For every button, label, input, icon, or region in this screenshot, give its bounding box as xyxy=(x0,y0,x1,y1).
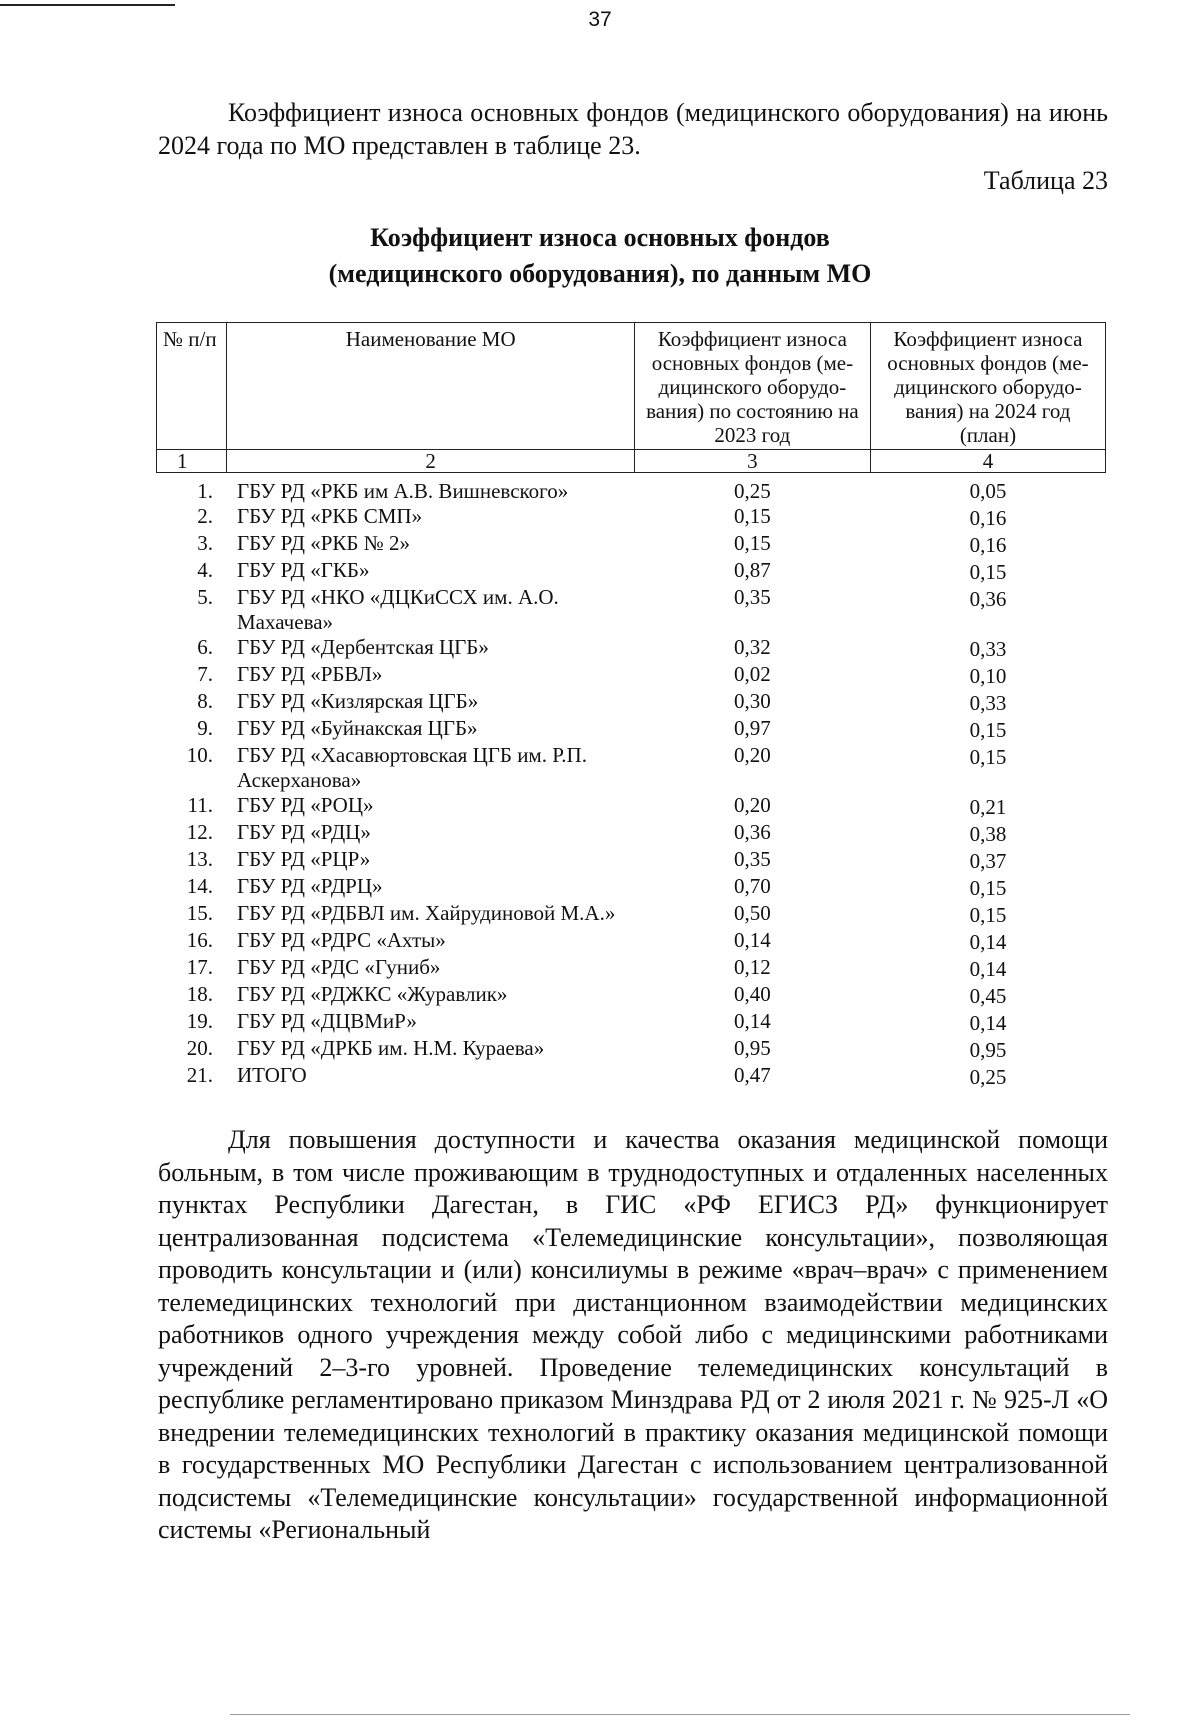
row-coef-2024: 0,25 xyxy=(969,1065,1007,1089)
table-row xyxy=(157,504,1106,531)
row-coef-2024: 0,36 xyxy=(969,587,1007,611)
table-row xyxy=(157,716,1106,743)
row-number: 15. xyxy=(186,901,213,925)
header-coef-2023: Коэффициент износа основных фондов (ме-дицинского оборудо-вания) по состоянию на 2023 год xyxy=(634,323,870,450)
column-number: 1 xyxy=(157,450,227,473)
row-name: ГБУ РД «РДС «Гуниб» xyxy=(236,955,441,979)
table-row xyxy=(157,1036,1106,1063)
row-number: 5. xyxy=(197,585,213,609)
row-coef-2023: 0,25 xyxy=(734,479,771,503)
row-coef-2023: 0,35 xyxy=(734,847,771,871)
row-coef-2024: 0,15 xyxy=(969,718,1007,742)
row-number: 8. xyxy=(197,689,213,713)
scan-edge-line xyxy=(0,4,175,6)
row-coef-2023: 0,32 xyxy=(734,635,771,659)
row-name: ИТОГО xyxy=(236,1063,307,1087)
table-row xyxy=(157,1009,1106,1036)
row-coef-2024: 0,16 xyxy=(969,533,1007,557)
column-number-row xyxy=(157,450,1106,473)
table-row xyxy=(157,558,1106,585)
row-coef-2023: 0,40 xyxy=(734,982,771,1006)
row-name: ГБУ РД «Буйнакская ЦГБ» xyxy=(236,716,478,740)
row-coef-2024: 0,16 xyxy=(969,506,1007,530)
row-coef-2024: 0,95 xyxy=(969,1038,1007,1062)
row-coef-2023: 0,36 xyxy=(734,820,771,844)
table-row xyxy=(157,1063,1106,1090)
row-coef-2024: 0,33 xyxy=(969,691,1007,715)
row-name: ГБУ РД «РБВЛ» xyxy=(236,662,383,686)
row-number: 7. xyxy=(197,662,213,686)
column-number: 3 xyxy=(634,450,870,473)
scan-bottom-line xyxy=(230,1714,1130,1715)
table-row xyxy=(157,874,1106,901)
row-name: ГБУ РД «РДБВЛ им. Хайрудиновой М.А.» xyxy=(236,901,616,925)
row-coef-2023: 0,95 xyxy=(734,1036,771,1060)
row-coef-2024: 0,10 xyxy=(969,664,1007,688)
row-name: ГБУ РД «Дербентская ЦГБ» xyxy=(236,635,489,659)
row-number: 3. xyxy=(197,531,213,555)
table-row xyxy=(157,820,1106,847)
table-title-line-2: (медицинского оборудования), по данным МО xyxy=(328,259,872,288)
header-coef-2024: Коэффициент износа основных фондов (ме-дицинского оборудо-вания) на 2024 год (план) xyxy=(870,323,1105,450)
row-number: 14. xyxy=(186,874,213,898)
row-coef-2023: 0,97 xyxy=(734,716,771,740)
row-coef-2024: 0,14 xyxy=(969,1011,1007,1035)
row-coef-2024: 0,45 xyxy=(969,984,1007,1008)
row-coef-2023: 0,20 xyxy=(734,793,771,817)
row-number: 17. xyxy=(186,955,213,979)
page-number: 37 xyxy=(588,8,612,31)
row-name: ГБУ РД «РДРС «Ахты» xyxy=(236,928,446,952)
row-number: 9. xyxy=(197,716,213,740)
row-name: ГБУ РД «РКБ № 2» xyxy=(236,531,411,555)
row-number: 16. xyxy=(186,928,213,952)
row-number: 13. xyxy=(186,847,213,871)
row-number: 2. xyxy=(197,504,213,528)
column-number: 4 xyxy=(870,450,1105,473)
row-name: ГБУ РД «ДЦВМиР» xyxy=(236,1009,417,1033)
row-name: ГБУ РД «Хасавюртовская ЦГБ им. Р.П. Аскерханова» xyxy=(236,743,587,792)
row-coef-2024: 0,05 xyxy=(969,479,1007,503)
row-coef-2023: 0,02 xyxy=(734,662,771,686)
row-coef-2023: 0,12 xyxy=(734,955,771,979)
row-name: ГБУ РД «ГКБ» xyxy=(236,558,370,582)
row-coef-2024: 0,15 xyxy=(969,560,1007,584)
header-name: Наименование МО xyxy=(227,323,634,450)
row-coef-2023: 0,50 xyxy=(734,901,771,925)
row-number: 19. xyxy=(186,1009,213,1033)
table-row xyxy=(157,793,1106,820)
table-row xyxy=(157,689,1106,716)
header-number: № п/п xyxy=(157,323,227,450)
row-coef-2024: 0,33 xyxy=(969,637,1007,661)
row-coef-2023: 0,87 xyxy=(734,558,771,582)
table-title-line-1: Коэффициент износа основных фондов xyxy=(370,223,830,252)
row-coef-2023: 0,47 xyxy=(734,1063,771,1087)
table-header-row xyxy=(157,323,1106,450)
row-name: ГБУ РД «РЦР» xyxy=(236,847,371,871)
wear-coefficient-table xyxy=(156,322,1106,1090)
row-coef-2023: 0,15 xyxy=(734,504,771,528)
row-number: 11. xyxy=(187,793,213,817)
row-coef-2023: 0,35 xyxy=(734,585,771,609)
row-coef-2024: 0,15 xyxy=(969,745,1007,769)
row-coef-2024: 0,14 xyxy=(969,957,1007,981)
row-name: ГБУ РД «РДРЦ» xyxy=(236,874,383,898)
row-name: ГБУ РД «РОЦ» xyxy=(236,793,374,817)
row-number: 12. xyxy=(186,820,213,844)
row-name: ГБУ РД «НКО «ДЦКиССХ им. А.О. Махачева» xyxy=(236,585,559,634)
table-row xyxy=(157,743,1106,793)
row-coef-2023: 0,70 xyxy=(734,874,771,898)
row-coef-2024: 0,15 xyxy=(969,903,1007,927)
row-number: 10. xyxy=(186,743,213,767)
row-coef-2023: 0,20 xyxy=(734,743,771,767)
table-row xyxy=(157,473,1106,505)
row-coef-2024: 0,15 xyxy=(969,876,1007,900)
table-row xyxy=(157,982,1106,1009)
table-title xyxy=(0,220,1200,292)
row-coef-2024: 0,37 xyxy=(969,849,1007,873)
row-coef-2023: 0,14 xyxy=(734,1009,771,1033)
row-coef-2023: 0,14 xyxy=(734,928,771,952)
row-number: 4. xyxy=(197,558,213,582)
row-number: 18. xyxy=(186,982,213,1006)
table-row xyxy=(157,928,1106,955)
table-row xyxy=(157,662,1106,689)
row-name: ГБУ РД «РКБ СМП» xyxy=(236,504,423,528)
row-name: ГБУ РД «ДРКБ им. Н.М. Кураева» xyxy=(236,1036,545,1060)
table-row xyxy=(157,955,1106,982)
row-coef-2023: 0,30 xyxy=(734,689,771,713)
row-coef-2024: 0,38 xyxy=(969,822,1007,846)
table-row xyxy=(157,585,1106,635)
row-name: ГБУ РД «РКБ им А.В. Вишневского» xyxy=(236,479,569,503)
table-row xyxy=(157,635,1106,662)
row-name: ГБУ РД «РДЦ» xyxy=(236,820,371,844)
row-coef-2023: 0,15 xyxy=(734,531,771,555)
column-number: 2 xyxy=(227,450,634,473)
row-name: ГБУ РД «Кизлярская ЦГБ» xyxy=(236,689,479,713)
row-coef-2024: 0,21 xyxy=(969,795,1007,819)
intro-paragraph: Коэффициент износа основных фондов (медицинского оборудования) на июнь 2024 года по МО представлен в таблице 23. xyxy=(158,98,1108,160)
row-name: ГБУ РД «РДЖКС «Журавлик» xyxy=(236,982,508,1006)
table-row xyxy=(157,531,1106,558)
table-row xyxy=(157,847,1106,874)
row-number: 6. xyxy=(197,635,213,659)
table-label: Таблица 23 xyxy=(983,166,1108,195)
row-coef-2024: 0,14 xyxy=(969,930,1007,954)
body-paragraph: Для повышения доступности и качества оказания медицинской помощи больным, в том числе проживающим в труднодоступных и отдаленных населенных пунктах Республики Дагестан, в ГИС «РФ ЕГИСЗ РД» функционирует централизованная подсистема «Телемедицинские консультации», позволяющая проводить консультации и (или) консилиумы в режиме «врач–врач» с применением телемедицинских технологий при дистанционном взаимодействии медицинских работников одного учреждения между собой либо с медицинскими работниками учреждений 2–3-го уровней. Проведение телемедицинских консультаций в республике регламентировано приказом Минздрава РД от 2 июля 2021 г. № 925-Л «О внедрении телемедицинских технологий в практику оказания медицинской помощи в государственных МО Республики Дагестан с использованием централизованной подсистемы «Телемедицинские консультации» государственной информационной системы «Региональный xyxy=(158,1125,1108,1544)
row-number: 20. xyxy=(186,1036,213,1060)
row-number: 21. xyxy=(186,1063,213,1087)
row-number: 1. xyxy=(197,479,213,503)
table-row xyxy=(157,901,1106,928)
